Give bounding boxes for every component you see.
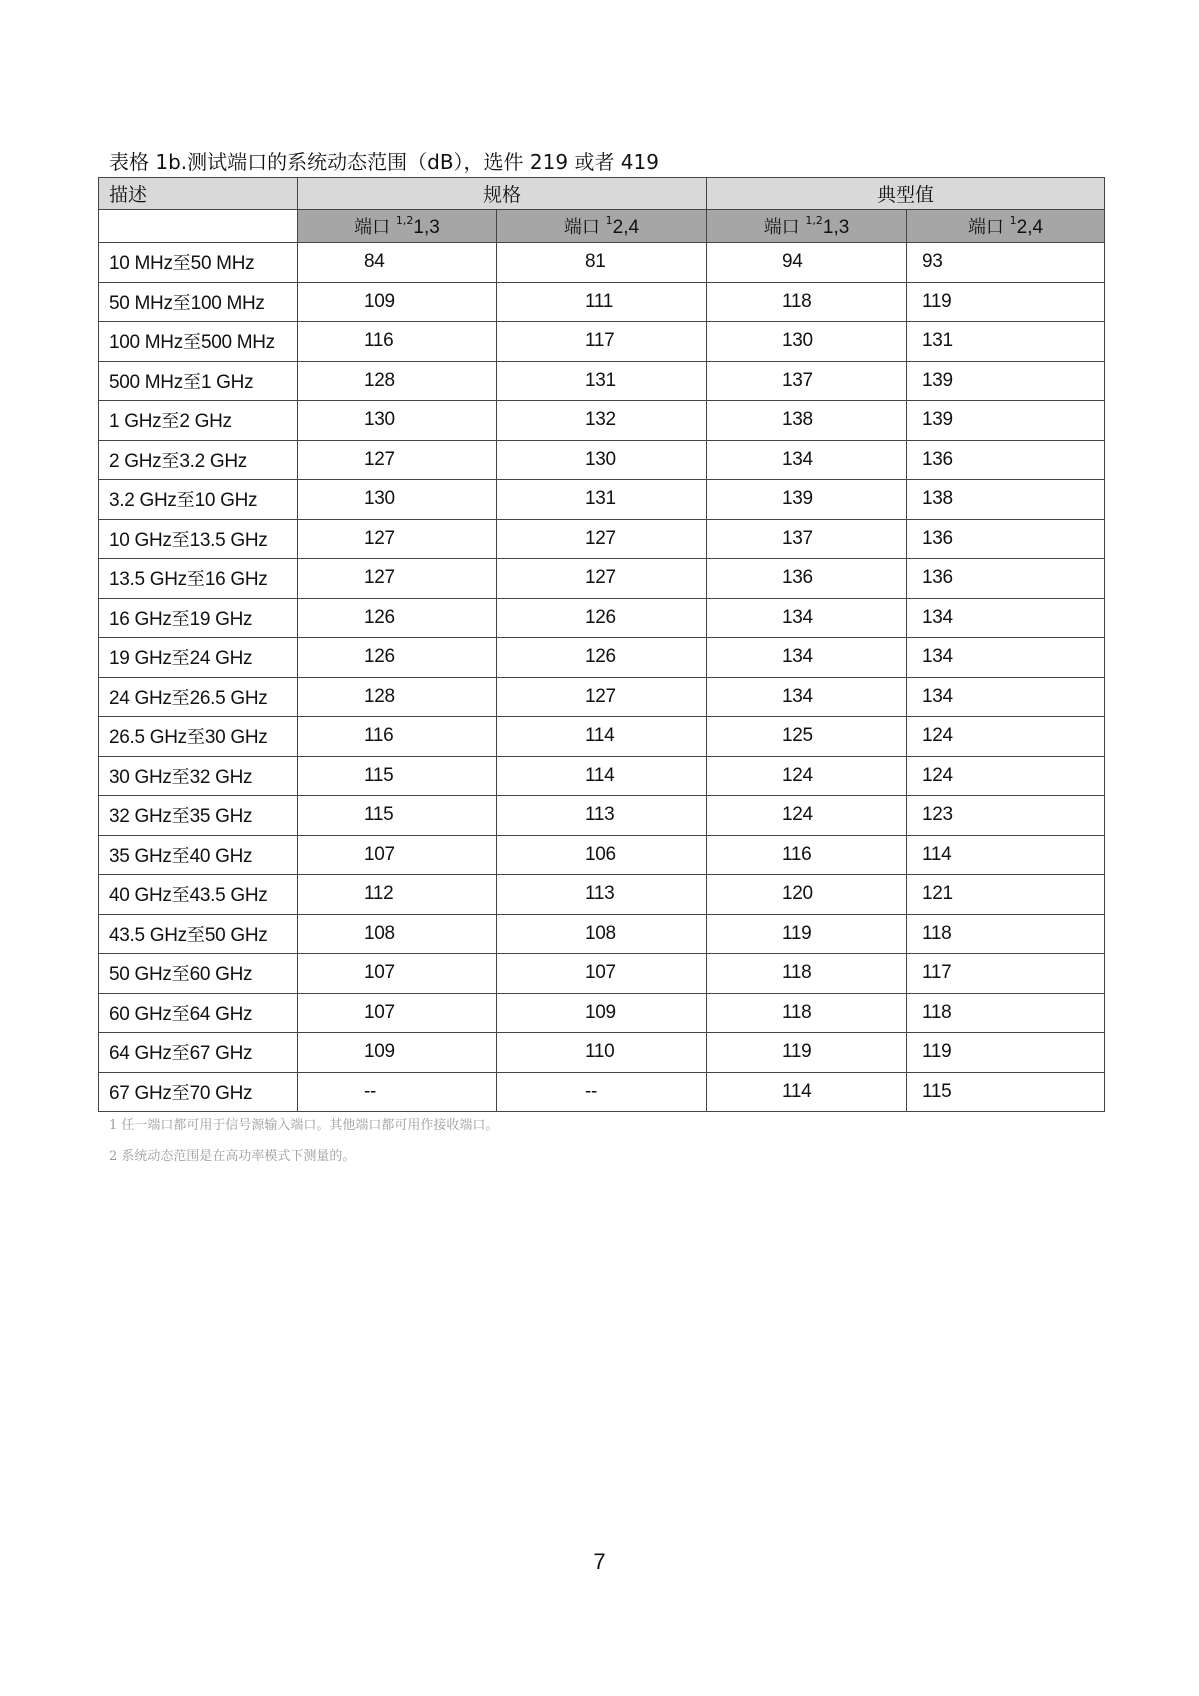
table-row [99,401,1105,441]
value-typical-port-1-3: 134 [707,677,907,717]
value-spec-port-2-4: 126 [497,598,707,638]
range-to: 13.5 GHz [189,529,268,551]
value-spec-port-1-3: 115 [298,796,497,836]
range-to: 100 MHz [190,292,265,314]
frequency-range-cell [99,519,298,559]
value-spec-port-1-3: 126 [298,638,497,678]
range-to: 35 GHz [189,806,253,828]
table-caption: 表格 1b.测试端口的系统动态范围（dB），选件 219 或者 419 [109,150,659,174]
value-spec-port-2-4: 106 [497,835,707,875]
footnote-2: 2 系统动态范围是在高功率模式下测量的。 [109,1149,356,1164]
frequency-range-cell [99,361,298,401]
value-typical-port-1-3: 114 [707,1072,907,1112]
value-typical-port-2-4: 136 [907,519,1105,559]
range-separator: 至 [182,332,201,354]
range-separator: 至 [182,371,201,393]
value-spec-port-2-4: 110 [497,1033,707,1073]
table-row [99,796,1105,836]
value-typical-port-2-4: 138 [907,480,1105,520]
value-spec-port-1-3: 108 [298,914,497,954]
value-typical-port-1-3: 138 [707,401,907,441]
value-spec-port-1-3: 107 [298,993,497,1033]
range-separator: 至 [171,687,190,709]
value-spec-port-2-4: 127 [497,677,707,717]
range-to: 1 GHz [200,371,254,393]
header-description: 描述 [99,178,298,210]
value-typical-port-1-3: 137 [707,519,907,559]
value-typical-port-2-4: 134 [907,677,1105,717]
frequency-range-cell [99,954,298,994]
value-typical-port-1-3: 139 [707,480,907,520]
value-typical-port-2-4: 114 [907,835,1105,875]
value-spec-port-1-3: 126 [298,598,497,638]
value-spec-port-1-3: 128 [298,677,497,717]
value-typical-port-1-3: 134 [707,638,907,678]
table-row [99,598,1105,638]
range-separator: 至 [186,727,205,749]
frequency-range-cell [99,914,298,954]
value-typical-port-1-3: 134 [707,598,907,638]
value-typical-port-2-4: 139 [907,401,1105,441]
value-typical-port-2-4: 119 [907,1033,1105,1073]
frequency-range-cell [99,638,298,678]
table-row [99,480,1105,520]
value-typical-port-1-3: 118 [707,954,907,994]
value-typical-port-1-3: 124 [707,796,907,836]
range-separator: 至 [161,450,180,472]
value-typical-port-2-4: 136 [907,440,1105,480]
value-spec-port-1-3: 130 [298,401,497,441]
header-blank-cell [99,210,298,243]
header-typical-group: 典型值 [707,178,1105,210]
value-spec-port-1-3: -- [298,1072,497,1112]
value-typical-port-2-4: 139 [907,361,1105,401]
range-from: 32 GHz [109,806,172,828]
dynamic-range-table [98,177,1105,1112]
range-separator: 至 [172,292,191,314]
frequency-range-cell [99,480,298,520]
frequency-range-cell [99,598,298,638]
range-from: 3.2 GHz [109,490,177,512]
range-from: 2 GHz [109,450,162,472]
frequency-range-cell [99,282,298,322]
value-typical-port-1-3: 94 [707,243,907,283]
range-separator: 至 [171,1043,190,1065]
value-typical-port-2-4: 136 [907,559,1105,599]
range-from: 50 GHz [109,964,172,986]
range-separator: 至 [171,885,190,907]
value-spec-port-1-3: 107 [298,954,497,994]
frequency-range-cell [99,835,298,875]
frequency-range-cell [99,243,298,283]
frequency-range-cell [99,559,298,599]
value-typical-port-2-4: 121 [907,875,1105,915]
range-from: 100 MHz [109,332,183,354]
range-separator: 至 [171,1003,190,1025]
value-typical-port-1-3: 124 [707,756,907,796]
range-from: 24 GHz [109,687,172,709]
value-spec-port-1-3: 116 [298,717,497,757]
table-row [99,1033,1105,1073]
range-separator: 至 [171,806,190,828]
table-row [99,717,1105,757]
range-from: 50 MHz [109,292,173,314]
value-spec-port-1-3: 128 [298,361,497,401]
range-separator: 至 [186,924,205,946]
value-typical-port-1-3: 136 [707,559,907,599]
header-spec-port-2-4: 端口 $^1$2,4 [497,210,707,243]
value-typical-port-1-3: 134 [707,440,907,480]
range-from: 19 GHz [109,648,172,670]
range-separator: 至 [172,253,191,275]
value-typical-port-1-3: 137 [707,361,907,401]
value-typical-port-2-4: 123 [907,796,1105,836]
range-to: 67 GHz [189,1043,253,1065]
value-spec-port-1-3: 112 [298,875,497,915]
value-spec-port-2-4: 131 [497,361,707,401]
value-spec-port-2-4: 111 [497,282,707,322]
range-to: 26.5 GHz [189,687,268,709]
table-row [99,993,1105,1033]
value-spec-port-2-4: 127 [497,559,707,599]
frequency-range-cell [99,440,298,480]
frequency-range-cell [99,1033,298,1073]
table-row [99,677,1105,717]
value-typical-port-1-3: 119 [707,914,907,954]
value-typical-port-1-3: 130 [707,322,907,362]
value-typical-port-2-4: 119 [907,282,1105,322]
header-typical-port-2-4: 端口 $^1$2,4 [907,210,1105,243]
value-typical-port-2-4: 134 [907,638,1105,678]
range-to: 30 GHz [204,727,268,749]
value-typical-port-2-4: 131 [907,322,1105,362]
table-row [99,282,1105,322]
header-typical-port-1-3: 端口 $^{1,2}$1,3 [707,210,907,243]
table-row [99,835,1105,875]
range-separator: 至 [186,569,205,591]
range-separator: 至 [171,845,190,867]
value-typical-port-1-3: 116 [707,835,907,875]
value-spec-port-2-4: 108 [497,914,707,954]
table-body [99,243,1105,1112]
value-typical-port-1-3: 118 [707,993,907,1033]
frequency-range-cell [99,322,298,362]
value-spec-port-2-4: 117 [497,322,707,362]
value-spec-port-2-4: 126 [497,638,707,678]
value-typical-port-2-4: 124 [907,717,1105,757]
range-to: 70 GHz [189,1082,253,1104]
table-row [99,559,1105,599]
value-spec-port-1-3: 109 [298,1033,497,1073]
range-separator: 至 [171,1082,190,1104]
page-number: 7 [593,1549,606,1574]
frequency-range-cell [99,796,298,836]
frequency-range-cell [99,756,298,796]
value-spec-port-1-3: 127 [298,440,497,480]
range-separator: 至 [176,490,195,512]
range-from: 64 GHz [109,1043,172,1065]
footnote-1: 1 任一端口都可用于信号源输入端口。其他端口都可用作接收端口。 [109,1118,499,1133]
value-spec-port-2-4: 127 [497,519,707,559]
value-spec-port-1-3: 115 [298,756,497,796]
table-row [99,954,1105,994]
frequency-range-cell [99,875,298,915]
range-separator: 至 [161,411,180,433]
header-spec-group: 规格 [298,178,707,210]
value-spec-port-2-4: 130 [497,440,707,480]
range-from: 67 GHz [109,1082,172,1104]
table-row [99,322,1105,362]
range-from: 40 GHz [109,885,172,907]
range-from: 35 GHz [109,845,172,867]
value-spec-port-2-4: 114 [497,756,707,796]
value-spec-port-1-3: 107 [298,835,497,875]
frequency-range-cell [99,1072,298,1112]
range-to: 19 GHz [189,608,253,630]
table-row [99,875,1105,915]
value-typical-port-1-3: 125 [707,717,907,757]
value-typical-port-2-4: 118 [907,914,1105,954]
range-to: 10 GHz [194,490,258,512]
value-spec-port-2-4: 113 [497,796,707,836]
range-to: 32 GHz [189,766,253,788]
table-row [99,914,1105,954]
range-to: 3.2 GHz [179,450,247,472]
range-separator: 至 [171,608,190,630]
value-spec-port-2-4: 132 [497,401,707,441]
table-row [99,361,1105,401]
range-separator: 至 [171,529,190,551]
range-to: 24 GHz [189,648,253,670]
value-typical-port-1-3: 120 [707,875,907,915]
value-spec-port-1-3: 116 [298,322,497,362]
range-to: 2 GHz [179,411,232,433]
table-row [99,1072,1105,1112]
range-to: 50 MHz [190,253,255,275]
range-separator: 至 [171,766,190,788]
range-from: 13.5 GHz [109,569,187,591]
range-from: 10 MHz [109,253,173,275]
range-from: 30 GHz [109,766,172,788]
value-typical-port-1-3: 119 [707,1033,907,1073]
value-spec-port-2-4: 109 [497,993,707,1033]
frequency-range-cell [99,401,298,441]
value-typical-port-2-4: 134 [907,598,1105,638]
table-row [99,638,1105,678]
frequency-range-cell [99,677,298,717]
range-from: 26.5 GHz [109,727,187,749]
range-from: 10 GHz [109,529,172,551]
value-spec-port-2-4: 131 [497,480,707,520]
value-spec-port-1-3: 84 [298,243,497,283]
range-to: 500 MHz [200,332,275,354]
value-spec-port-1-3: 109 [298,282,497,322]
range-separator: 至 [171,648,190,670]
range-from: 60 GHz [109,1003,172,1025]
range-from: 16 GHz [109,608,172,630]
value-typical-port-2-4: 118 [907,993,1105,1033]
value-spec-port-2-4: -- [497,1072,707,1112]
table-subheader-row [99,210,1105,243]
range-to: 43.5 GHz [189,885,268,907]
value-spec-port-1-3: 130 [298,480,497,520]
value-typical-port-2-4: 117 [907,954,1105,994]
table-row [99,243,1105,283]
range-to: 50 GHz [204,924,268,946]
range-to: 60 GHz [189,964,253,986]
frequency-range-cell [99,993,298,1033]
range-to: 40 GHz [189,845,253,867]
value-typical-port-2-4: 124 [907,756,1105,796]
table-row [99,756,1105,796]
value-typical-port-2-4: 115 [907,1072,1105,1112]
table-row [99,440,1105,480]
value-spec-port-1-3: 127 [298,559,497,599]
value-spec-port-2-4: 81 [497,243,707,283]
table-row [99,519,1105,559]
range-from: 1 GHz [109,411,162,433]
table-header-row [99,178,1105,210]
value-spec-port-2-4: 107 [497,954,707,994]
value-spec-port-2-4: 114 [497,717,707,757]
range-to: 64 GHz [189,1003,253,1025]
range-to: 16 GHz [204,569,268,591]
header-spec-port-1-3: 端口 $^{1,2}$1,3 [298,210,497,243]
range-separator: 至 [171,964,190,986]
frequency-range-cell [99,717,298,757]
range-from: 43.5 GHz [109,924,187,946]
value-typical-port-2-4: 93 [907,243,1105,283]
footnotes [109,1116,498,1178]
value-typical-port-1-3: 118 [707,282,907,322]
value-spec-port-2-4: 113 [497,875,707,915]
range-from: 500 MHz [109,371,183,393]
value-spec-port-1-3: 127 [298,519,497,559]
